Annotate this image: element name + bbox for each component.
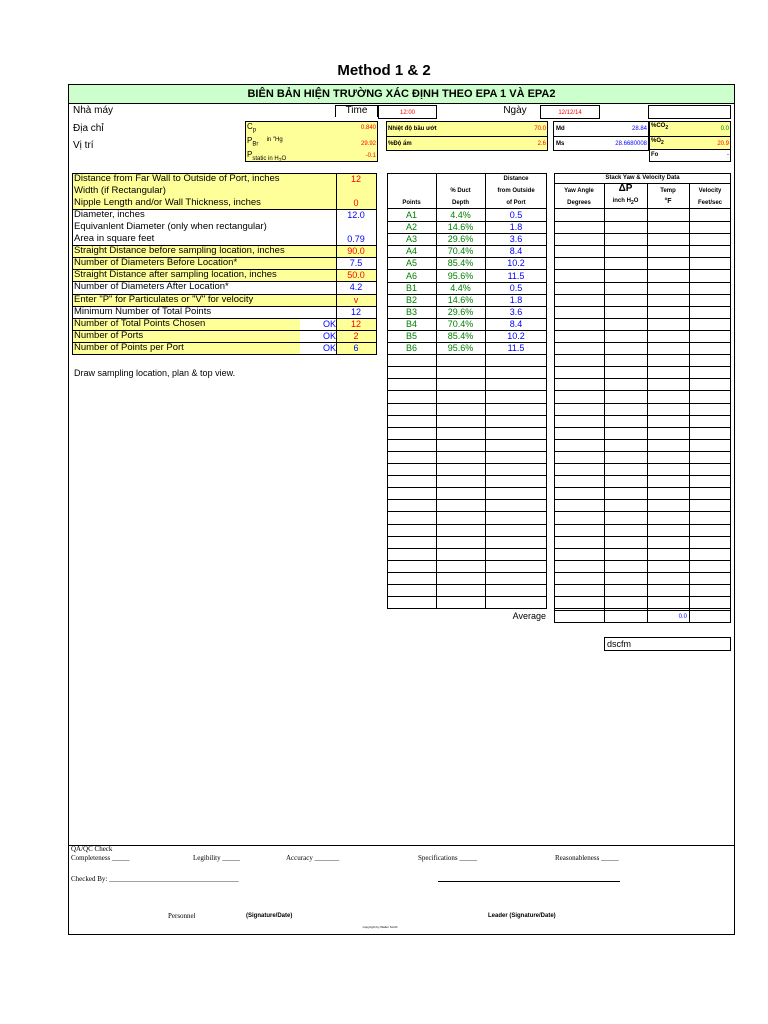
traverse-point: A2 xyxy=(405,222,417,232)
velocity-row-line[interactable] xyxy=(554,245,731,246)
pbr-label: $P_{Br}$ $^{in "Hg}$ xyxy=(247,136,283,148)
traverse-distance: 10.2 xyxy=(507,331,525,341)
o2-value[interactable]: 20.9 xyxy=(717,141,729,147)
equivalent-diameter-label: Equivanlent Diameter (only when rectangular) xyxy=(74,221,267,232)
traverse-depth: 4.4% xyxy=(450,283,471,293)
diameter-value: 12.0 xyxy=(347,210,365,220)
traverse-distance: 11.5 xyxy=(507,271,525,281)
wetbulb-value[interactable]: 70.0 xyxy=(534,126,546,132)
traverse-point: A5 xyxy=(405,258,417,268)
velocity-row-line[interactable] xyxy=(554,536,731,537)
pstatic-value[interactable]: -0.1 xyxy=(365,153,376,159)
traverse-point: A3 xyxy=(405,234,417,244)
traverse-row-line xyxy=(387,475,547,476)
traverse-depth: 70.4% xyxy=(447,246,474,256)
th-points: Points xyxy=(402,200,421,206)
th-vel-1: Velocity xyxy=(698,188,722,194)
leader-signature-line[interactable] xyxy=(438,881,620,882)
velocity-row-line[interactable] xyxy=(554,403,731,404)
traverse-depth: 70.4% xyxy=(447,319,474,329)
traverse-distance: 3.6 xyxy=(509,307,523,317)
distance-after-value[interactable]: 50.0 xyxy=(347,270,365,280)
velocity-row-line[interactable] xyxy=(554,584,731,585)
ports-ok: OK xyxy=(322,331,336,341)
particulate-velocity-value[interactable]: v xyxy=(353,295,359,305)
traverse-distance: 10.2 xyxy=(507,258,525,268)
velocity-row-line[interactable] xyxy=(554,560,731,561)
cp-value[interactable]: 0.840 xyxy=(360,125,376,131)
velocity-row-line[interactable] xyxy=(554,282,731,283)
velocity-table xyxy=(554,173,731,623)
legibility-check[interactable]: Legibility _____ xyxy=(193,854,240,862)
traverse-row-line xyxy=(387,366,547,367)
traverse-point: A6 xyxy=(405,271,417,281)
traverse-row-line xyxy=(387,511,547,512)
velocity-row-line[interactable] xyxy=(554,572,731,573)
far-wall-distance-label: Distance from Far Wall to Outside of Port, inches xyxy=(74,173,280,184)
velocity-row-line[interactable] xyxy=(554,487,731,488)
velocity-row-line[interactable] xyxy=(554,233,731,234)
velocity-row-line[interactable] xyxy=(554,415,731,416)
traverse-point: A1 xyxy=(405,210,417,220)
traverse-row-line xyxy=(387,354,547,355)
velocity-row-line[interactable] xyxy=(554,221,731,222)
velocity-row-line[interactable] xyxy=(554,306,731,307)
diameters-after-label: Number of Diameters After Location* xyxy=(74,281,229,292)
traverse-row-line xyxy=(387,451,547,452)
draw-note: Draw sampling location, plan & top view. xyxy=(74,368,236,378)
points-chosen-value[interactable]: 12 xyxy=(350,319,361,329)
traverse-depth: 4.4% xyxy=(450,210,471,220)
velocity-row-line[interactable] xyxy=(554,269,731,270)
personnel-label: Personnel xyxy=(168,912,196,920)
traverse-row-line xyxy=(387,463,547,464)
distance-before-value[interactable]: 90.0 xyxy=(347,246,365,256)
traverse-distance: 8.4 xyxy=(509,246,523,256)
traverse-row-line xyxy=(387,427,547,428)
fo-value: - xyxy=(727,152,729,158)
traverse-row-line xyxy=(387,608,547,609)
traverse-distance: 3.6 xyxy=(509,234,523,244)
reasonableness-check[interactable]: Reasonableness _____ xyxy=(555,854,619,862)
distance-after-label: Straight Distance after sampling location, inches xyxy=(74,269,277,280)
points-per-port-value: 6 xyxy=(353,343,359,353)
diameters-before-value: 7.5 xyxy=(349,258,363,268)
page-title: Method 1 & 2 xyxy=(337,62,431,79)
velocity-row-line[interactable] xyxy=(554,439,731,440)
points-per-port-label: Number of Points per Port xyxy=(74,342,184,353)
th-temp-2: °F xyxy=(664,198,672,205)
form-header: BIÊN BẢN HIỆN TRƯỜNG XÁC ĐỊNH THEO EPA 1 VÀ EPA2 xyxy=(69,85,734,104)
th-dp-1: ΔP xyxy=(618,183,633,194)
traverse-depth: 95.6% xyxy=(447,343,474,353)
plant-label: Nhà máy xyxy=(73,105,114,116)
width-label: Width (if Rectangular) xyxy=(74,185,166,196)
copyright: Copyright by Walter Smith xyxy=(362,925,398,929)
day-label: Ngày xyxy=(503,105,527,116)
md-label: Md xyxy=(556,126,565,132)
checked-by[interactable]: Checked By: _____________________________________ xyxy=(71,875,239,883)
time-label: Time xyxy=(345,105,368,116)
traverse-row-line xyxy=(387,560,547,561)
time-value[interactable]: 12:00 xyxy=(378,105,437,119)
velocity-row-line[interactable] xyxy=(554,390,731,391)
traverse-point: B2 xyxy=(405,295,417,305)
points-per-port-ok: OK xyxy=(322,343,336,353)
traverse-row-line xyxy=(387,596,547,597)
traverse-row-line xyxy=(387,499,547,500)
diameter-label: Diameter, inches xyxy=(74,209,145,220)
traverse-point: A4 xyxy=(405,246,417,256)
velocity-row-line[interactable] xyxy=(554,257,731,258)
traverse-row-line xyxy=(387,403,547,404)
diameters-after-value: 4.2 xyxy=(349,282,363,292)
traverse-depth: 85.4% xyxy=(447,331,474,341)
velocity-row-line[interactable] xyxy=(554,548,731,549)
humidity-value[interactable]: 2.6 xyxy=(537,141,546,147)
co2-label: $\%CO_2$ xyxy=(651,123,669,132)
diameters-before-label: Number of Diameters Before Location* xyxy=(74,257,238,268)
width-value[interactable] xyxy=(336,185,376,197)
velocity-row-line[interactable] xyxy=(554,318,731,319)
velocity-row-line[interactable] xyxy=(554,294,731,295)
velocity-row-line[interactable] xyxy=(554,608,731,609)
traverse-point: B3 xyxy=(405,307,417,317)
velocity-table-title: Stack Yaw & Velocity Data xyxy=(605,175,680,181)
area-value: 0.79 xyxy=(347,234,365,244)
traverse-distance: 11.5 xyxy=(507,343,525,353)
traverse-row-line xyxy=(387,439,547,440)
th-yaw-1: Yaw Angle xyxy=(564,188,594,194)
o2-label: $\%O_2$ xyxy=(651,138,664,147)
traverse-distance: 1.8 xyxy=(509,222,523,232)
personnel-signature-date: (Signature/Date) xyxy=(246,913,293,919)
min-points-label: Minimum Number of Total Points xyxy=(74,306,212,317)
traverse-row-line xyxy=(387,584,547,585)
traverse-depth: 95.6% xyxy=(447,271,474,281)
traverse-row-line xyxy=(387,390,547,391)
traverse-point: B1 xyxy=(405,283,417,293)
traverse-row-line xyxy=(387,487,547,488)
traverse-distance: 0.5 xyxy=(509,283,523,293)
traverse-row-line xyxy=(387,378,547,379)
velocity-row-line[interactable] xyxy=(554,499,731,500)
traverse-distance: 0.5 xyxy=(509,210,523,220)
velocity-row-line[interactable] xyxy=(554,596,731,597)
traverse-point: B6 xyxy=(405,343,417,353)
address-label: Địa chỉ xyxy=(73,123,104,134)
min-points-value: 12 xyxy=(350,307,361,317)
traverse-row-line xyxy=(387,536,547,537)
traverse-point: B4 xyxy=(405,319,417,329)
equivalent-diameter-value xyxy=(336,221,376,233)
average-label: Average xyxy=(512,611,546,621)
cp-label: $C_p$ xyxy=(247,122,257,134)
velocity-row-line[interactable] xyxy=(554,451,731,452)
ms-label: Ms xyxy=(556,141,565,147)
th-vel-2: Feet/sec xyxy=(697,200,722,206)
traverse-point: B5 xyxy=(405,331,417,341)
velocity-row-line[interactable] xyxy=(554,366,731,367)
specifications-check[interactable]: Specifications _____ xyxy=(418,854,477,862)
th-dist-1: Distance xyxy=(503,176,529,182)
pstatic-label: $P_{static in H_2O}$ xyxy=(247,150,287,164)
velocity-row-line[interactable] xyxy=(554,427,731,428)
pbr-value[interactable]: 29.92 xyxy=(360,141,376,147)
th-depth-1: % Duct xyxy=(450,188,471,194)
th-dist-2: from Outside xyxy=(497,188,535,194)
ports-label: Number of Ports xyxy=(74,330,144,341)
nipple-length-label: Nipple Length and/or Wall Thickness, inches xyxy=(74,197,261,208)
traverse-depth: 29.6% xyxy=(447,307,474,317)
dscfm-box: dscfm xyxy=(604,637,731,651)
temp-average-value: 0.0 xyxy=(678,614,687,620)
points-chosen-label: Number of Total Points Chosen xyxy=(74,318,206,329)
md-value: 28.84 xyxy=(631,126,647,132)
fo-label: Fo xyxy=(651,152,659,158)
velocity-row-line[interactable] xyxy=(554,378,731,379)
th-dist-3: of Port xyxy=(506,200,526,206)
velocity-row-line[interactable] xyxy=(554,511,731,512)
qa-title: QA/QC Check xyxy=(71,845,113,853)
traverse-distance: 1.8 xyxy=(509,295,523,305)
nipple-length-value[interactable]: 0 xyxy=(353,198,359,208)
co2-value[interactable]: 0.0 xyxy=(720,126,729,132)
points-chosen-ok: OK xyxy=(322,319,336,329)
distance-before-label: Straight Distance before sampling location, inches xyxy=(74,245,285,256)
far-wall-distance-value[interactable]: 12 xyxy=(350,174,361,184)
area-label: Area in square feet xyxy=(74,233,155,244)
th-dp-2: inch $H_2O$ xyxy=(612,198,639,207)
th-yaw-2: Degrees xyxy=(567,200,591,206)
velocity-row-line[interactable] xyxy=(554,342,731,343)
traverse-depth: 29.6% xyxy=(447,234,474,244)
accuracy-check[interactable]: Accuracy _______ xyxy=(286,854,340,862)
velocity-row-line[interactable] xyxy=(554,463,731,464)
top-right-box[interactable] xyxy=(648,105,731,119)
location-label: Vị trí xyxy=(73,140,94,151)
ports-value[interactable]: 2 xyxy=(353,331,359,341)
traverse-row-line xyxy=(387,524,547,525)
day-value[interactable]: 12/12/14 xyxy=(540,105,600,119)
traverse-depth: 14.6% xyxy=(447,295,474,305)
traverse-row-line xyxy=(387,415,547,416)
velocity-row-line[interactable] xyxy=(554,475,731,476)
velocity-row-line[interactable] xyxy=(554,524,731,525)
traverse-row-line xyxy=(387,548,547,549)
leader-signature-date: Leader (Signature/Date) xyxy=(488,913,556,919)
particulate-velocity-label: Enter "P" for Particulates or "V" for velocity xyxy=(74,294,254,305)
completeness-check[interactable]: Completeness _____ xyxy=(71,854,130,862)
ms-value: 28.6680008 xyxy=(615,141,647,147)
traverse-distance: 8.4 xyxy=(509,319,523,329)
th-depth-2: Depth xyxy=(452,200,469,206)
traverse-row-line xyxy=(387,572,547,573)
humidity-label: %Độ ẩm xyxy=(388,141,412,147)
velocity-row-line[interactable] xyxy=(554,330,731,331)
wetbulb-label: Nhiệt độ bầu ướt xyxy=(388,126,437,132)
velocity-row-line[interactable] xyxy=(554,354,731,355)
traverse-depth: 85.4% xyxy=(447,258,474,268)
traverse-depth: 14.6% xyxy=(447,222,474,232)
th-temp-1: Temp xyxy=(660,188,676,194)
